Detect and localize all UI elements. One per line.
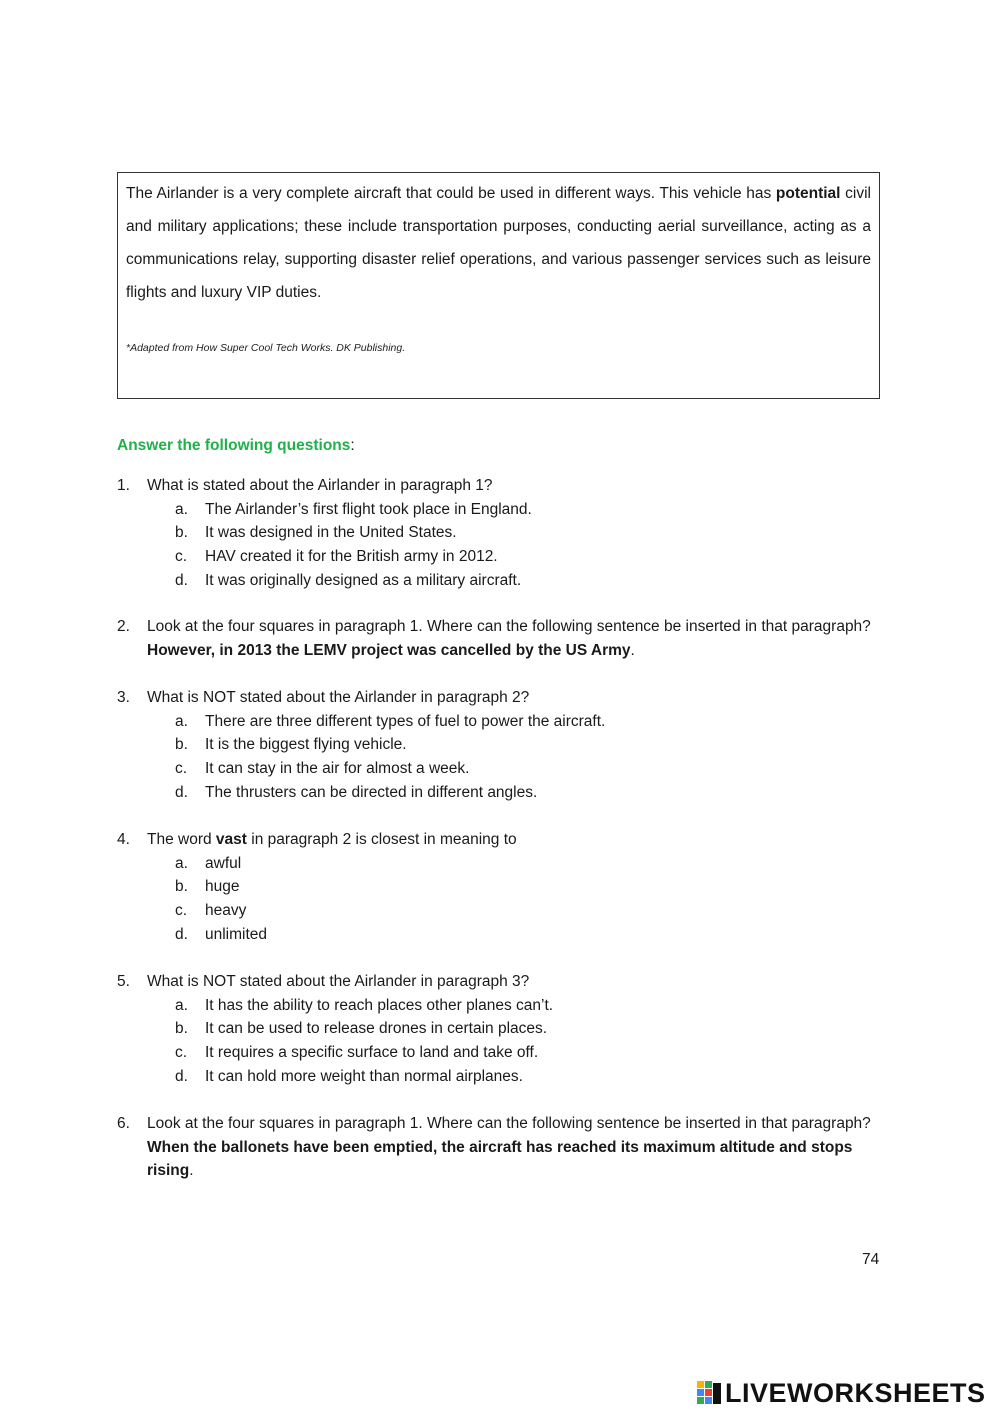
option-letter: c. bbox=[175, 1044, 188, 1062]
question-text bbox=[147, 615, 887, 662]
option-5d[interactable] bbox=[175, 1065, 887, 1089]
option-text: unlimited bbox=[205, 925, 268, 943]
question-number: 6. bbox=[117, 1115, 130, 1132]
option-letter: b. bbox=[175, 736, 188, 754]
option-text: awful bbox=[205, 854, 242, 872]
option-text: The Airlander’s first flight took place in England. bbox=[205, 500, 532, 518]
question-bold-sentence: When the ballonets have been emptied, the aircraft has reached its maximum altitude and stops rising bbox=[147, 1138, 853, 1179]
passage-text-end: civil and military applications; these include transportation purposes, conducting aerial surveillance, acting as a communications relay, supporting disaster relief operations, and various passenger services such as leisure flights and luxury VIP duties. bbox=[126, 185, 871, 301]
option-3a[interactable] bbox=[175, 710, 887, 734]
option-letter: a. bbox=[175, 500, 188, 518]
option-4d[interactable] bbox=[175, 923, 887, 947]
option-3d[interactable] bbox=[175, 781, 887, 805]
option-4b[interactable] bbox=[175, 875, 887, 899]
passage-bold-word: potential bbox=[775, 185, 841, 202]
passage-text bbox=[126, 177, 871, 309]
option-text: The thrusters can be directed in different angles. bbox=[205, 783, 538, 801]
option-text: It was designed in the United States. bbox=[205, 524, 457, 542]
question-text-end: . bbox=[189, 1162, 194, 1179]
passage-box bbox=[117, 172, 880, 399]
option-text: It can hold more weight than normal airplanes. bbox=[205, 1067, 523, 1085]
question-2 bbox=[117, 615, 887, 662]
option-letter: c. bbox=[175, 548, 188, 566]
question-bold-sentence: However, in 2013 the LEMV project was cancelled by the US Army bbox=[147, 641, 631, 659]
option-4a[interactable] bbox=[175, 852, 887, 876]
liveworksheets-logo-icon bbox=[697, 1379, 723, 1407]
instructions-colon: : bbox=[350, 437, 355, 454]
option-letter: c. bbox=[175, 760, 188, 778]
option-letter: a. bbox=[175, 854, 188, 872]
question-number: 3. bbox=[117, 689, 130, 706]
instructions-heading bbox=[117, 437, 355, 455]
question-text: What is stated about the Airlander in paragraph 1? bbox=[147, 477, 493, 494]
question-6 bbox=[117, 1112, 887, 1183]
question-text-start: Look at the four squares in paragraph 1. Where can the following sentence be inserted in that paragraph? bbox=[147, 1115, 871, 1132]
question-text-end: in paragraph 2 is closest in meaning to bbox=[246, 831, 517, 848]
question-number: 5. bbox=[117, 973, 130, 990]
option-1b[interactable] bbox=[175, 521, 887, 545]
option-letter: a. bbox=[175, 712, 188, 730]
option-1d[interactable] bbox=[175, 569, 887, 593]
question-text-start: Look at the four squares in paragraph 1. Where can the following sentence be inserted in that paragraph? bbox=[147, 618, 871, 635]
question-number: 1. bbox=[117, 477, 130, 494]
passage-text-start: The Airlander is a very complete aircraft that could be used in different ways. This vehicle has bbox=[126, 185, 776, 202]
page-number: 74 bbox=[862, 1251, 880, 1268]
option-letter: d. bbox=[175, 783, 188, 801]
option-1a[interactable] bbox=[175, 498, 887, 522]
option-text: There are three different types of fuel to power the aircraft. bbox=[205, 712, 606, 730]
option-letter: b. bbox=[175, 1020, 188, 1038]
option-letter: b. bbox=[175, 878, 188, 896]
question-number: 4. bbox=[117, 831, 130, 848]
option-3c[interactable] bbox=[175, 757, 887, 781]
option-text: It was originally designed as a military aircraft. bbox=[205, 571, 522, 589]
question-bold-word: vast bbox=[215, 831, 247, 848]
question-text: What is NOT stated about the Airlander in paragraph 3? bbox=[147, 973, 530, 990]
option-letter: c. bbox=[175, 902, 188, 920]
question-4 bbox=[117, 828, 887, 947]
question-text bbox=[147, 1112, 887, 1183]
option-letter: a. bbox=[175, 996, 188, 1014]
option-5c[interactable] bbox=[175, 1041, 887, 1065]
liveworksheets-logo bbox=[697, 1378, 986, 1408]
option-text: It can stay in the air for almost a week. bbox=[205, 760, 470, 778]
option-text: heavy bbox=[205, 902, 247, 920]
option-text: It has the ability to reach places other planes can’t. bbox=[205, 996, 554, 1014]
source-citation: *Adapted from How Super Cool Tech Works. DK Publishing. bbox=[126, 342, 406, 354]
option-letter: d. bbox=[175, 1067, 188, 1085]
option-letter: b. bbox=[175, 524, 188, 542]
option-text: It requires a specific surface to land and take off. bbox=[205, 1044, 539, 1062]
question-number: 2. bbox=[117, 618, 130, 635]
question-1 bbox=[117, 474, 887, 593]
instructions-label: Answer the following questions bbox=[117, 437, 351, 454]
option-5a[interactable] bbox=[175, 994, 887, 1018]
option-letter: d. bbox=[175, 925, 188, 943]
question-text bbox=[147, 828, 887, 852]
option-1c[interactable] bbox=[175, 545, 887, 569]
option-text: It is the biggest flying vehicle. bbox=[205, 736, 407, 754]
option-letter: d. bbox=[175, 571, 188, 589]
option-5b[interactable] bbox=[175, 1017, 887, 1041]
option-3b[interactable] bbox=[175, 733, 887, 757]
option-text: huge bbox=[205, 878, 240, 896]
question-5 bbox=[117, 970, 887, 1089]
option-4c[interactable] bbox=[175, 899, 887, 923]
logo-text: LIVEWORKSHEETS bbox=[725, 1377, 986, 1408]
question-text: What is NOT stated about the Airlander in paragraph 2? bbox=[147, 689, 530, 706]
option-text: It can be used to release drones in certain places. bbox=[205, 1020, 548, 1038]
question-text-end: . bbox=[630, 641, 635, 659]
question-text-start: The word bbox=[147, 831, 216, 848]
question-3 bbox=[117, 686, 887, 805]
option-text: HAV created it for the British army in 2012. bbox=[205, 548, 498, 566]
